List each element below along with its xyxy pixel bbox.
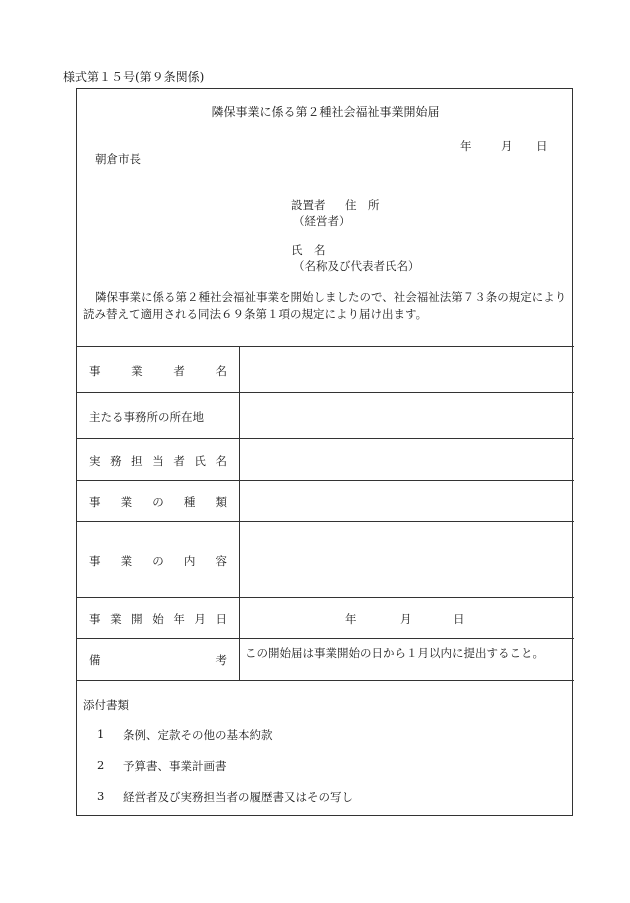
form-title: 隣保事業に係る第２種社会福祉事業開始届 [211,105,440,119]
row-label-business-type: 事 業 の 種 類 [89,495,227,509]
installer-label: 設置者 [291,198,326,212]
start-date-month: 月 [400,612,412,626]
start-date-day: 日 [453,612,465,626]
date-day: 日 [536,139,548,153]
attachment-item-3: 経営者及び実務担当者の履歴書又はその写し [123,790,353,804]
addressee: 朝倉市長 [95,152,141,166]
declaration-text: 隣保事業に係る第２種社会福祉事業を開始しましたので、社会福祉法第７３条の規定により読み替えて適用される同法６９条第１項の規定により届け出ます。 [83,290,567,321]
row-label-business-content: 事 業 の 内 容 [89,554,227,568]
date-year: 年 [460,139,472,153]
row-label-business-operator: 事 業 者 名 [89,364,227,378]
attachment-item-1: 条例、定款その他の基本約款 [123,728,273,742]
start-date-year: 年 [345,612,357,626]
row-label-start-date: 事 業 開 始 年 月 日 [89,612,227,626]
row-label-office-location: 主たる事務所の所在地 [89,410,204,424]
attachment-num-2: 2 [97,758,105,772]
attachment-item-2: 予算書、事業計画書 [123,759,227,773]
date-month: 月 [501,139,513,153]
form-frame [76,88,573,816]
name-label: 氏 名 [291,243,326,257]
row-label-remarks: 備 考 [89,653,227,667]
form-number: 様式第１５号(第９条関係) [63,70,205,84]
attachments-heading: 添付書類 [83,698,129,712]
operator-note: （経営者） [293,214,351,228]
remarks-value: この開始届は事業開始の日から１月以内に提出すること。 [245,646,544,660]
attachment-num-1: 1 [97,727,105,741]
address-label: 住 所 [345,198,380,212]
name-note: （名称及び代表者氏名） [293,259,420,273]
row-label-person-in-charge: 実 務 担 当 者 氏 名 [89,454,227,468]
attachment-num-3: 3 [97,789,105,803]
